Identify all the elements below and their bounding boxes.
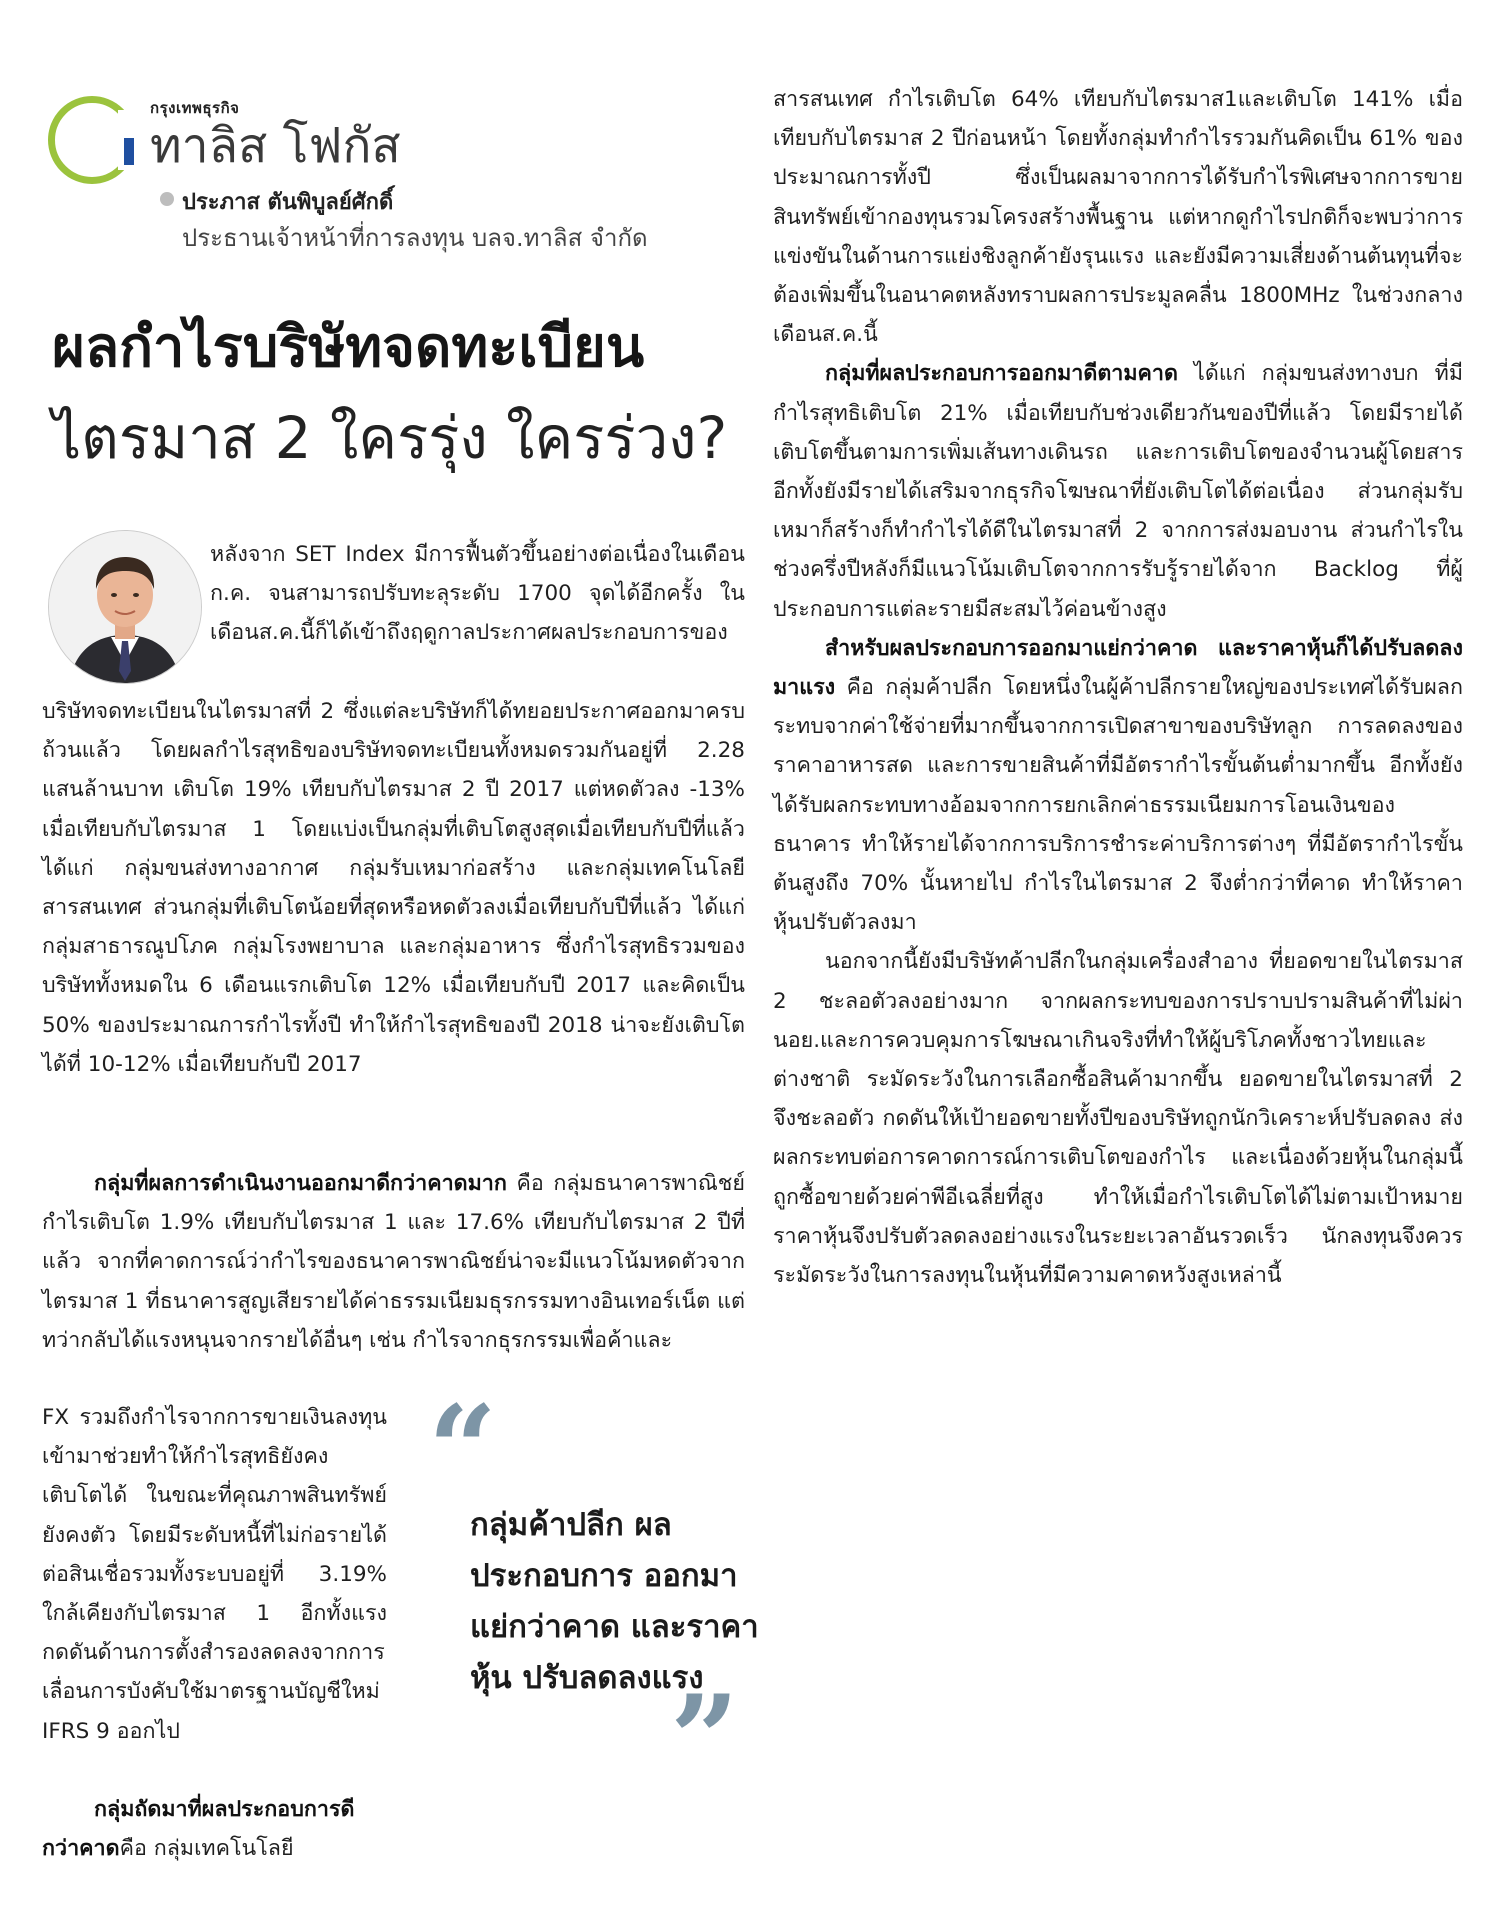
body-paragraph-cosmetics: นอกจากนี้ยังมีบริษัทค้าปลีกในกลุ่มเครื่องสำอาง ที่ยอดขายในไตรมาส 2 ชะลอตัวลงอย่างมาก จากผลกระทบของการปราบปรามสินค้าที่ไม่ผ่านอย.และการควบคุมการโฆษณาเกินจริงที่ทำให้ผู้บริโภคทั้งชาวไทยและต่างชาติ ระมัดระวังในการเลือกซื้อสินค้ามากขึ้น ยอดขายในไตรมาสที่ 2 จึงชะลอตัว กดดันให้เป้ายอดขายทั้งปีของบริษัทถูกนักวิเคราะห์ปรับลดลง ส่งผลกระทบต่อการคาดการณ์การเติบโตของกำไร และเนื่องด้วยหุ้นในกลุ่มนี้ถูกซื้อขายด้วยค่าพีอีเฉลี่ยที่สูง ทำให้เมื่อกำไรเติบโตได้ไม่ตามเป้าหมาย ราคาหุ้นจึงปรับตัวลดลงอย่างแรงในระยะเวลาอันรวดเร็ว นักลงทุนจึงควรระมัดระวังในการลงทุนในหุ้นที่มีความคาดหวังสูงเหล่านี้ (773, 949, 1463, 1289)
author-portrait (48, 530, 202, 684)
headline-line-1: ผลกำไรบริษัทจดทะเบียน (52, 315, 645, 380)
body-text-retail: คือ กลุ่มค้าปลีก โดยหนึ่งในผู้ค้าปลีกรายใหญ่ของประเทศได้รับผลกระทบจากค่าใช้จ่ายที่มากขึ้นจากการเปิดสาขาของบริษัทลูก การลดลงของราคาอาหารสด และการขายสินค้าที่มีอัตรากำไรขั้นต้นต่ำมากขึ้น อีกทั้งยังได้รับผลกระทบทางอ้อมจากการยกเลิกค่าธรรมเนียมการโอนเงินของธนาคาร ทำให้รายได้จากการบริการชำระค่าบริการต่างๆ ที่มีอัตรากำไรขั้นต้นสูงถึง 70% นั้นหายไป กำไรในไตรมาส 2 จึงต่ำกว่าที่คาด ทำให้ราคาหุ้นปรับตัวลงมา (773, 675, 1463, 936)
subhead-banks: กลุ่มที่ผลการดำเนินงานออกมาดีกว่าคาดมาก (94, 1171, 507, 1196)
publication-brand: กรุงเทพธุรกิจ (150, 99, 240, 117)
right-column (773, 80, 1463, 1295)
body-paragraph-banks (42, 1164, 745, 1360)
pull-quote-text: กลุ่มค้าปลีก ผลประกอบการ ออกมาแย่กว่าคาด และราคาหุ้น ปรับลดลงแรง (470, 1507, 759, 1696)
author-name: ประภาส ตันพิบูลย์ศักดิ์ (182, 190, 394, 215)
author-bullet-icon (160, 192, 174, 206)
column-accent-bar (124, 138, 134, 165)
body-paragraph-tech (42, 1790, 387, 1868)
author-portrait-illustration (49, 531, 201, 683)
subhead-tech: กลุ่มถัดมาที่ผลประกอบการดีกว่าคาด (42, 1797, 355, 1862)
body-paragraph-retail (773, 629, 1463, 943)
body-text-tech: คือ กลุ่มเทคโนโลยี (119, 1836, 294, 1862)
column-name: ทาลิส โฟกัส (150, 118, 401, 174)
body-text-transport: ได้แก่ กลุ่มขนส่งทางบก ที่มีกำไรสุทธิเติบโต 21% เมื่อเทียบกับช่วงเดียวกันของปีที่แล้ว โดยมีรายได้เติบโตขึ้นตามการเพิ่มเส้นทางเดินรถ และการเติบโตของจำนวนผู้โดยสาร อีกทั้งยังมีรายได้เสริมจากธุรกิจโฆษณาที่ยังเติบโตได้ต่อเนื่อง ส่วนกลุ่มรับเหมาก็สร้างก็ทำกำไรได้ดีในไตรมาสที่ 2 จากการส่งมอบงาน ส่วนกำไรในช่วงครึ่งปีหลังก็มีแนวโน้มเติบโตจากการรับรู้รายได้จาก Backlog ที่ผู้ประกอบการแต่ละรายมีสะสมไว้ค่อนข้างสูง (773, 361, 1463, 622)
open-quote-icon: “ (428, 1379, 498, 1520)
body-paragraph-tech-cont: สารสนเทศ กำไรเติบโต 64% เทียบกับไตรมาส1และเติบโต 141% เมื่อเทียบกับไตรมาส 2 ปีก่อนหน้า โดยทั้งกลุ่มทำกำไรรวมกันคิดเป็น 61% ของประมาณการทั้งปี ซึ่งเป็นผลมาจากการได้รับกำไรพิเศษจากการขายสินทรัพย์เข้ากองทุนรวมโครงสร้างพื้นฐาน แต่หากดูกำไรปกติก็จะพบว่าการแข่งขันในด้านการแย่งชิงลูกค้ายังรุนแรง และยังมีความเสี่ยงด้านต้นทุนที่จะต้องเพิ่มขึ้นในอนาคตหลังทราบผลการประมูลคลื่น 1800MHz ในช่วงกลางเดือนส.ค.นี้ (773, 87, 1463, 348)
headline-line-2: ไตรมาส 2 ใครรุ่ง ใครร่วง? (52, 404, 728, 472)
author-title: ประธานเจ้าหน้าที่การลงทุน บลจ.ทาลิส จำกัด (182, 224, 648, 252)
body-text-banks: คือ กลุ่มธนาคารพาณิชย์ กำไรเติบโต 1.9% เทียบกับไตรมาส 1 และ 17.6% เทียบกับไตรมาส 2 ปีที่แล้ว จากที่คาดการณ์ว่ากำไรของธนาคารพาณิชย์น่าจะมีแนวโน้มหดตัวจากไตรมาส 1 ที่ธนาคารสูญเสียรายได้ค่าธรรมเนียมธุรกรรมทางอินเทอร์เน็ต แต่ทว่ากลับได้แรงหนุนจากรายได้อื่นๆ เช่น กำไรจากธุรกรรมเพื่อค้าและ (42, 1171, 745, 1353)
body-paragraph-intro-cont: บริษัทจดทะเบียนในไตรมาสที่ 2 ซึ่งแต่ละบริษัทก็ได้ทยอยประกาศออกมาครบถ้วนแล้ว โดยผลกำไรสุทธิของบริษัทจดทะเบียนทั้งหมดรวมกันอยู่ที่ 2.28 แสนล้านบาท เติบโต 19% เทียบกับไตรมาส 2 ปี 2017 แต่หดตัวลง -13% เมื่อเทียบกับไตรมาส 1 โดยแบ่งเป็นกลุ่มที่เติบโตสูงสุดเมื่อเทียบกับปีที่แล้ว ได้แก่ กลุ่มขนส่งทางอากาศ กลุ่มรับเหมาก่อสร้าง และกลุ่มเทคโนโลยีสารสนเทศ ส่วนกลุ่มที่เติบโตน้อยที่สุดหรือหดตัวลงเมื่อเทียบกับปีที่แล้ว ได้แก่ กลุ่มสาธารณูปโภค กลุ่มโรงพยาบาล และกลุ่มอาหาร ซึ่งกำไรสุทธิรวมของบริษัททั้งหมดใน 6 เดือนแรกเติบโต 12% เมื่อเทียบกับปี 2017 และคิดเป็น 50% ของประมาณการกำไรทั้งปี ทำให้กำไรสุทธิของปี 2018 น่าจะยังเติบโตได้ที่ 10-12% เมื่อเทียบกับปี 2017 (42, 699, 745, 1077)
body-paragraph-banks-cont: FX รวมถึงกำไรจากการขายเงินลงทุนเข้ามาช่วยทำให้กำไรสุทธิยังคงเติบโตได้ ในขณะที่คุณภาพสินทรัพย์ยังคงตัว โดยมีระดับหนี้ที่ไม่ก่อรายได้ต่อสินเชื่อรวมทั้งระบบอยู่ที่ 3.19% ใกล้เคียงกับไตรมาส 1 อีกทั้งแรงกดดันด้านการตั้งสำรองลดลงจากการเลื่อนการบังคับใช้มาตรฐานบัญชีใหม่ IFRS 9 ออกไป (42, 1405, 387, 1744)
close-quote-icon: ” (670, 1669, 740, 1810)
body-paragraph-intro: หลังจาก SET Index มีการฟื้นตัวขึ้นอย่างต่อเนื่องในเดือนก.ค. จนสามารถปรับทะลุระดับ 1700 จุดได้อีกครั้ง ในเดือนส.ค.นี้ก็ได้เข้าถึงฤดูกาลประกาศผลประกอบการของ (210, 542, 745, 646)
subhead-retail: สำหรับผลประกอบการออกมาแย่กว่าคาด และราคาหุ้นก็ได้ปรับลดลงมาแรง (773, 635, 1463, 701)
body-paragraph-transport (773, 354, 1463, 628)
subhead-transport: กลุ่มที่ผลประกอบการออกมาดีตามคาด (825, 361, 1178, 387)
